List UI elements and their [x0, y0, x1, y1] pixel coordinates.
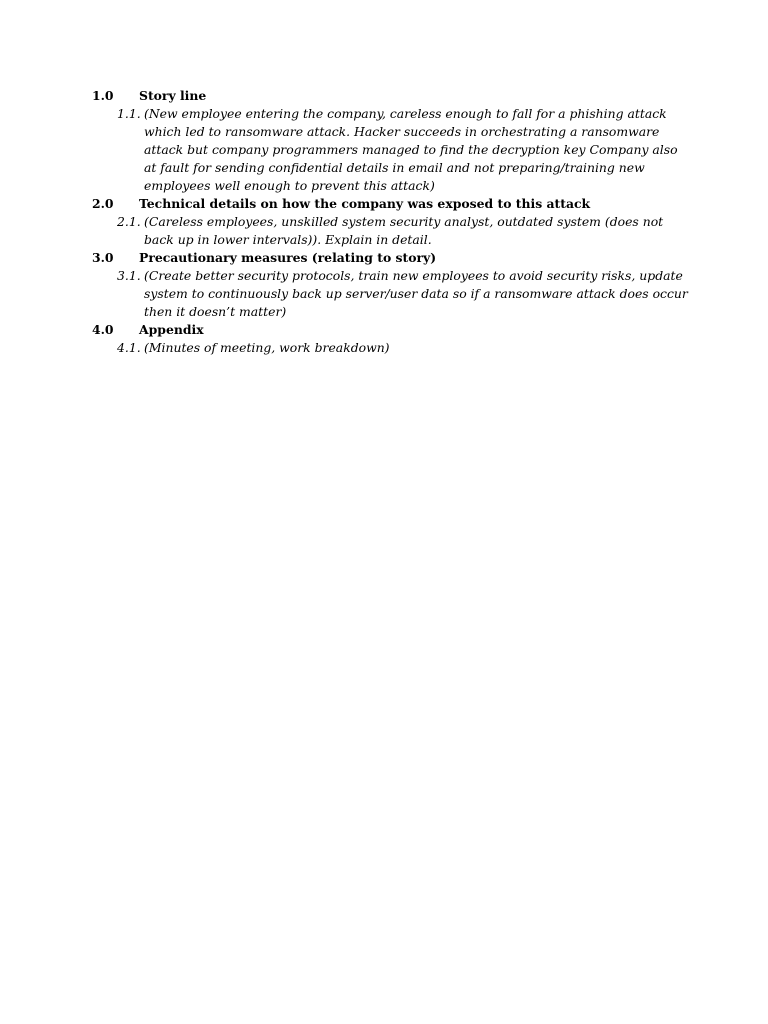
section-story-line: [92, 87, 692, 195]
section-number: 2.0: [92, 196, 114, 211]
subsection-number: 2.1.: [117, 214, 141, 229]
section-number: 4.0: [92, 322, 114, 337]
section-technical-details: [92, 195, 692, 249]
subsection-text: (New employee entering the company, careless enough to fall for a phishing attack which led to ransomware attack. Hacker succeeds in orchestrating a ransomware attack but company programmers managed to find the decryption key Company also at fault for sending confidential details in email and not preparing/training new employees well enough to prevent this attack): [144, 106, 678, 193]
document-outline: [92, 87, 692, 357]
section-heading: [92, 87, 692, 105]
section-number: 1.0: [92, 88, 114, 103]
section-title: Technical details on how the company was exposed to this attack: [139, 196, 591, 211]
section-precautionary-measures: [92, 249, 692, 321]
subsection-item: [92, 213, 692, 249]
subsection-text: (Create better security protocols, train new employees to avoid security risks, update system to continuously back up server/user data so if a ransomware attack does occur then it doesn’t matter): [144, 268, 688, 319]
section-title: Appendix: [139, 322, 204, 337]
subsection-text: (Careless employees, unskilled system security analyst, outdated system (does not back up in lower intervals)). Explain in detail.: [144, 214, 664, 247]
section-heading: [92, 249, 692, 267]
section-title: Story line: [139, 88, 207, 103]
subsection-text: (Minutes of meeting, work breakdown): [144, 340, 390, 355]
subsection-number: 1.1.: [117, 106, 141, 121]
section-appendix: [92, 321, 692, 357]
subsection-number: 3.1.: [117, 268, 141, 283]
section-heading: [92, 321, 692, 339]
section-title: Precautionary measures (relating to story): [139, 250, 437, 265]
section-heading: [92, 195, 692, 213]
subsection-item: [92, 105, 692, 195]
subsection-number: 4.1.: [117, 340, 141, 355]
subsection-item: [92, 339, 692, 357]
subsection-item: [92, 267, 692, 321]
section-number: 3.0: [92, 250, 114, 265]
